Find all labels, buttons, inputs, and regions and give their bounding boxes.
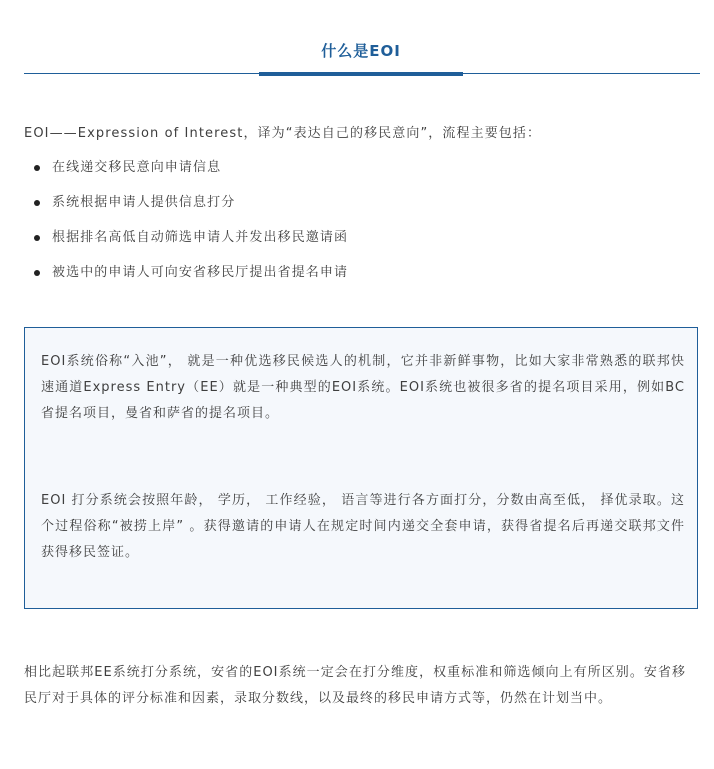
list-item xyxy=(24,193,704,228)
title-underline-accent xyxy=(259,72,463,76)
list-item-text: 系统根据申请人提供信息打分 xyxy=(52,195,236,210)
list-item xyxy=(24,228,704,263)
list-item-text: 被选中的申请人可向安省移民厅提出省提名申请 xyxy=(52,265,349,280)
section-title: 什么是EOI xyxy=(321,42,401,60)
bullet-icon xyxy=(34,200,40,206)
intro-text: EOI——Expression of Interest，译为“表达自己的移民意向”，流程主要包括： xyxy=(24,126,542,141)
list-item-text: 根据排名高低自动筛选申请人并发出移民邀请函 xyxy=(52,230,349,245)
callout-paragraph-1: EOI系统俗称“入池”， 就是一种优选移民候选人的机制，它并非新鲜事物，比如大家非常熟悉的联邦快速通道Express Entry（EE）就是一种典型的EOI系统。EOI系统也被很多省的提名项目采用，例如BC省提名项目，曼省和萨省的提名项目。 xyxy=(41,354,685,421)
bullet-icon xyxy=(34,235,40,241)
callout-paragraph-2: EOI 打分系统会按照年龄， 学历， 工作经验， 语言等进行各方面打分，分数由高至低， 择优录取。这个过程俗称“被捞上岸” 。获得邀请的申请人在规定时间内递交全套申请，获得省提名后再递交联邦文件获得移民签证。 xyxy=(41,493,685,560)
bullet-icon xyxy=(34,270,40,276)
list-item xyxy=(24,263,704,298)
list-item-text: 在线递交移民意向申请信息 xyxy=(52,160,222,175)
callout-box xyxy=(24,327,698,609)
outro-paragraph: 相比起联邦EE系统打分系统，安省的EOI系统一定会在打分维度，权重标准和筛选倾向上有所区别。安省移民厅对于具体的评分标准和因素，录取分数线，以及最终的移民申请方式等，仍然在计划当中。 xyxy=(24,665,686,706)
process-list xyxy=(24,158,704,298)
list-item xyxy=(24,158,704,193)
bullet-icon xyxy=(34,165,40,171)
